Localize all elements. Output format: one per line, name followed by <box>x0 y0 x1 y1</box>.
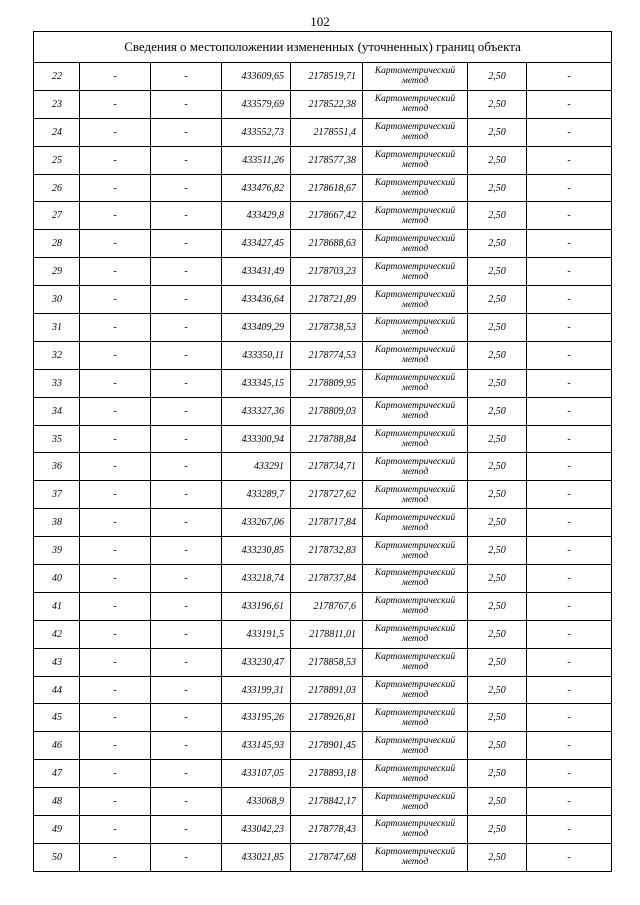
existing-y-cell: - <box>151 648 222 676</box>
method-cell: Картометрический метод <box>363 760 468 788</box>
existing-y-cell: - <box>151 732 222 760</box>
table-title: Сведения о местоположении измененных (уточненных) границ объекта <box>34 32 612 63</box>
y-coordinate-cell: 2178577,38 <box>291 146 363 174</box>
existing-y-cell: - <box>151 118 222 146</box>
y-coordinate-cell: 2178767,6 <box>291 592 363 620</box>
accuracy-cell: 2,50 <box>468 537 527 565</box>
existing-y-cell: - <box>151 425 222 453</box>
x-coordinate-cell: 433042,23 <box>222 816 291 844</box>
point-number-cell: 42 <box>34 620 80 648</box>
accuracy-cell: 2,50 <box>468 202 527 230</box>
table-row <box>34 537 612 565</box>
description-cell: - <box>527 816 612 844</box>
point-number-cell: 35 <box>34 425 80 453</box>
y-coordinate-cell: 2178734,71 <box>291 453 363 481</box>
x-coordinate-cell: 433195,26 <box>222 704 291 732</box>
y-coordinate-cell: 2178737,84 <box>291 565 363 593</box>
existing-y-cell: - <box>151 90 222 118</box>
method-cell: Картометрический метод <box>363 146 468 174</box>
point-number-cell: 48 <box>34 788 80 816</box>
description-cell: - <box>527 704 612 732</box>
existing-x-cell: - <box>80 676 151 704</box>
y-coordinate-cell: 2178688,63 <box>291 230 363 258</box>
accuracy-cell: 2,50 <box>468 843 527 871</box>
existing-y-cell: - <box>151 258 222 286</box>
existing-y-cell: - <box>151 843 222 871</box>
method-cell: Картометрический метод <box>363 509 468 537</box>
accuracy-cell: 2,50 <box>468 90 527 118</box>
accuracy-cell: 2,50 <box>468 314 527 342</box>
x-coordinate-cell: 433429,8 <box>222 202 291 230</box>
existing-x-cell: - <box>80 425 151 453</box>
x-coordinate-cell: 433579,69 <box>222 90 291 118</box>
table-row <box>34 565 612 593</box>
x-coordinate-cell: 433552,73 <box>222 118 291 146</box>
existing-y-cell: - <box>151 286 222 314</box>
x-coordinate-cell: 433427,45 <box>222 230 291 258</box>
y-coordinate-cell: 2178778,43 <box>291 816 363 844</box>
x-coordinate-cell: 433511,26 <box>222 146 291 174</box>
y-coordinate-cell: 2178717,84 <box>291 509 363 537</box>
table-row <box>34 314 612 342</box>
existing-y-cell: - <box>151 230 222 258</box>
existing-x-cell: - <box>80 648 151 676</box>
table-row <box>34 286 612 314</box>
point-number-cell: 39 <box>34 537 80 565</box>
y-coordinate-cell: 2178667,42 <box>291 202 363 230</box>
y-coordinate-cell: 2178891,03 <box>291 676 363 704</box>
y-coordinate-cell: 2178732,83 <box>291 537 363 565</box>
description-cell: - <box>527 676 612 704</box>
x-coordinate-cell: 433267,06 <box>222 509 291 537</box>
existing-y-cell: - <box>151 816 222 844</box>
point-number-cell: 45 <box>34 704 80 732</box>
table-row <box>34 760 612 788</box>
description-cell: - <box>527 146 612 174</box>
y-coordinate-cell: 2178811,01 <box>291 620 363 648</box>
y-coordinate-cell: 2178858,53 <box>291 648 363 676</box>
y-coordinate-cell: 2178788,84 <box>291 425 363 453</box>
x-coordinate-cell: 433436,64 <box>222 286 291 314</box>
point-number-cell: 44 <box>34 676 80 704</box>
existing-y-cell: - <box>151 620 222 648</box>
existing-y-cell: - <box>151 565 222 593</box>
x-coordinate-cell: 433218,74 <box>222 565 291 593</box>
table-row <box>34 341 612 369</box>
table-row <box>34 676 612 704</box>
method-cell: Картометрический метод <box>363 537 468 565</box>
x-coordinate-cell: 433300,94 <box>222 425 291 453</box>
description-cell: - <box>527 341 612 369</box>
y-coordinate-cell: 2178727,62 <box>291 481 363 509</box>
existing-x-cell: - <box>80 788 151 816</box>
table-row <box>34 843 612 871</box>
point-number-cell: 30 <box>34 286 80 314</box>
point-number-cell: 50 <box>34 843 80 871</box>
existing-y-cell: - <box>151 676 222 704</box>
x-coordinate-cell: 433609,65 <box>222 63 291 91</box>
table-row <box>34 648 612 676</box>
point-number-cell: 32 <box>34 341 80 369</box>
existing-y-cell: - <box>151 788 222 816</box>
description-cell: - <box>527 397 612 425</box>
existing-x-cell: - <box>80 592 151 620</box>
existing-x-cell: - <box>80 704 151 732</box>
accuracy-cell: 2,50 <box>468 732 527 760</box>
y-coordinate-cell: 2178618,67 <box>291 174 363 202</box>
description-cell: - <box>527 230 612 258</box>
existing-x-cell: - <box>80 760 151 788</box>
point-number-cell: 46 <box>34 732 80 760</box>
description-cell: - <box>527 369 612 397</box>
point-number-cell: 40 <box>34 565 80 593</box>
x-coordinate-cell: 433291 <box>222 453 291 481</box>
y-coordinate-cell: 2178926,81 <box>291 704 363 732</box>
point-number-cell: 28 <box>34 230 80 258</box>
existing-y-cell: - <box>151 314 222 342</box>
method-cell: Картометрический метод <box>363 369 468 397</box>
existing-y-cell: - <box>151 592 222 620</box>
point-number-cell: 29 <box>34 258 80 286</box>
table-row <box>34 90 612 118</box>
x-coordinate-cell: 433021,85 <box>222 843 291 871</box>
y-coordinate-cell: 2178809,03 <box>291 397 363 425</box>
existing-x-cell: - <box>80 118 151 146</box>
description-cell: - <box>527 760 612 788</box>
existing-x-cell: - <box>80 341 151 369</box>
method-cell: Картометрический метод <box>363 676 468 704</box>
point-number-cell: 25 <box>34 146 80 174</box>
accuracy-cell: 2,50 <box>468 118 527 146</box>
method-cell: Картометрический метод <box>363 425 468 453</box>
method-cell: Картометрический метод <box>363 843 468 871</box>
y-coordinate-cell: 2178809,95 <box>291 369 363 397</box>
accuracy-cell: 2,50 <box>468 63 527 91</box>
existing-y-cell: - <box>151 704 222 732</box>
method-cell: Картометрический метод <box>363 202 468 230</box>
existing-x-cell: - <box>80 90 151 118</box>
existing-x-cell: - <box>80 63 151 91</box>
point-number-cell: 49 <box>34 816 80 844</box>
description-cell: - <box>527 509 612 537</box>
description-cell: - <box>527 537 612 565</box>
point-number-cell: 31 <box>34 314 80 342</box>
x-coordinate-cell: 433191,5 <box>222 620 291 648</box>
x-coordinate-cell: 433431,49 <box>222 258 291 286</box>
existing-x-cell: - <box>80 314 151 342</box>
accuracy-cell: 2,50 <box>468 453 527 481</box>
method-cell: Картометрический метод <box>363 620 468 648</box>
existing-y-cell: - <box>151 174 222 202</box>
point-number-cell: 22 <box>34 63 80 91</box>
existing-x-cell: - <box>80 509 151 537</box>
y-coordinate-cell: 2178519,71 <box>291 63 363 91</box>
existing-y-cell: - <box>151 397 222 425</box>
description-cell: - <box>527 314 612 342</box>
description-cell: - <box>527 648 612 676</box>
x-coordinate-cell: 433107,05 <box>222 760 291 788</box>
point-number-cell: 33 <box>34 369 80 397</box>
y-coordinate-cell: 2178842,17 <box>291 788 363 816</box>
method-cell: Картометрический метод <box>363 286 468 314</box>
point-number-cell: 26 <box>34 174 80 202</box>
boundary-coordinates-table <box>33 31 612 872</box>
existing-x-cell: - <box>80 369 151 397</box>
x-coordinate-cell: 433199,31 <box>222 676 291 704</box>
method-cell: Картометрический метод <box>363 592 468 620</box>
table-row <box>34 481 612 509</box>
existing-y-cell: - <box>151 369 222 397</box>
description-cell: - <box>527 90 612 118</box>
table-row <box>34 509 612 537</box>
existing-x-cell: - <box>80 732 151 760</box>
accuracy-cell: 2,50 <box>468 760 527 788</box>
existing-x-cell: - <box>80 397 151 425</box>
accuracy-cell: 2,50 <box>468 592 527 620</box>
method-cell: Картометрический метод <box>363 90 468 118</box>
description-cell: - <box>527 174 612 202</box>
existing-x-cell: - <box>80 146 151 174</box>
y-coordinate-cell: 2178893,18 <box>291 760 363 788</box>
method-cell: Картометрический метод <box>363 174 468 202</box>
description-cell: - <box>527 565 612 593</box>
method-cell: Картометрический метод <box>363 341 468 369</box>
point-number-cell: 27 <box>34 202 80 230</box>
table-row <box>34 174 612 202</box>
existing-x-cell: - <box>80 286 151 314</box>
existing-y-cell: - <box>151 453 222 481</box>
x-coordinate-cell: 433409,29 <box>222 314 291 342</box>
x-coordinate-cell: 433345,15 <box>222 369 291 397</box>
table-row <box>34 620 612 648</box>
table-row <box>34 146 612 174</box>
y-coordinate-cell: 2178747,68 <box>291 843 363 871</box>
description-cell: - <box>527 788 612 816</box>
accuracy-cell: 2,50 <box>468 648 527 676</box>
description-cell: - <box>527 732 612 760</box>
existing-y-cell: - <box>151 146 222 174</box>
existing-x-cell: - <box>80 453 151 481</box>
table-row <box>34 453 612 481</box>
x-coordinate-cell: 433350,11 <box>222 341 291 369</box>
method-cell: Картометрический метод <box>363 732 468 760</box>
x-coordinate-cell: 433289,7 <box>222 481 291 509</box>
accuracy-cell: 2,50 <box>468 816 527 844</box>
accuracy-cell: 2,50 <box>468 676 527 704</box>
method-cell: Картометрический метод <box>363 397 468 425</box>
y-coordinate-cell: 2178738,53 <box>291 314 363 342</box>
y-coordinate-cell: 2178703,23 <box>291 258 363 286</box>
y-coordinate-cell: 2178774,53 <box>291 341 363 369</box>
accuracy-cell: 2,50 <box>468 509 527 537</box>
x-coordinate-cell: 433476,82 <box>222 174 291 202</box>
description-cell: - <box>527 592 612 620</box>
point-number-cell: 38 <box>34 509 80 537</box>
accuracy-cell: 2,50 <box>468 230 527 258</box>
existing-y-cell: - <box>151 509 222 537</box>
y-coordinate-cell: 2178522,38 <box>291 90 363 118</box>
existing-x-cell: - <box>80 174 151 202</box>
accuracy-cell: 2,50 <box>468 146 527 174</box>
accuracy-cell: 2,50 <box>468 425 527 453</box>
table-row <box>34 369 612 397</box>
table-row <box>34 397 612 425</box>
table-row <box>34 425 612 453</box>
method-cell: Картометрический метод <box>363 453 468 481</box>
method-cell: Картометрический метод <box>363 118 468 146</box>
existing-y-cell: - <box>151 202 222 230</box>
existing-x-cell: - <box>80 620 151 648</box>
x-coordinate-cell: 433230,47 <box>222 648 291 676</box>
table-body <box>34 63 612 872</box>
existing-x-cell: - <box>80 258 151 286</box>
accuracy-cell: 2,50 <box>468 788 527 816</box>
method-cell: Картометрический метод <box>363 704 468 732</box>
table-row <box>34 816 612 844</box>
accuracy-cell: 2,50 <box>468 341 527 369</box>
point-number-cell: 34 <box>34 397 80 425</box>
description-cell: - <box>527 425 612 453</box>
method-cell: Картометрический метод <box>363 258 468 286</box>
description-cell: - <box>527 843 612 871</box>
description-cell: - <box>527 481 612 509</box>
method-cell: Картометрический метод <box>363 816 468 844</box>
existing-x-cell: - <box>80 202 151 230</box>
accuracy-cell: 2,50 <box>468 397 527 425</box>
table-row <box>34 63 612 91</box>
existing-y-cell: - <box>151 341 222 369</box>
table-row <box>34 732 612 760</box>
point-number-cell: 23 <box>34 90 80 118</box>
existing-x-cell: - <box>80 537 151 565</box>
accuracy-cell: 2,50 <box>468 369 527 397</box>
accuracy-cell: 2,50 <box>468 258 527 286</box>
method-cell: Картометрический метод <box>363 788 468 816</box>
description-cell: - <box>527 620 612 648</box>
x-coordinate-cell: 433230,85 <box>222 537 291 565</box>
existing-y-cell: - <box>151 537 222 565</box>
table-row <box>34 258 612 286</box>
description-cell: - <box>527 258 612 286</box>
point-number-cell: 24 <box>34 118 80 146</box>
accuracy-cell: 2,50 <box>468 565 527 593</box>
point-number-cell: 36 <box>34 453 80 481</box>
existing-x-cell: - <box>80 230 151 258</box>
table-row <box>34 202 612 230</box>
description-cell: - <box>527 453 612 481</box>
point-number-cell: 41 <box>34 592 80 620</box>
existing-x-cell: - <box>80 481 151 509</box>
point-number-cell: 43 <box>34 648 80 676</box>
existing-y-cell: - <box>151 63 222 91</box>
table-row <box>34 592 612 620</box>
x-coordinate-cell: 433145,93 <box>222 732 291 760</box>
accuracy-cell: 2,50 <box>468 174 527 202</box>
table-row <box>34 704 612 732</box>
table-row <box>34 788 612 816</box>
method-cell: Картометрический метод <box>363 481 468 509</box>
accuracy-cell: 2,50 <box>468 620 527 648</box>
description-cell: - <box>527 63 612 91</box>
point-number-cell: 37 <box>34 481 80 509</box>
table-row <box>34 118 612 146</box>
description-cell: - <box>527 202 612 230</box>
description-cell: - <box>527 118 612 146</box>
table-title-row <box>34 32 612 63</box>
existing-x-cell: - <box>80 816 151 844</box>
x-coordinate-cell: 433327,36 <box>222 397 291 425</box>
existing-x-cell: - <box>80 565 151 593</box>
method-cell: Картометрический метод <box>363 648 468 676</box>
x-coordinate-cell: 433196,61 <box>222 592 291 620</box>
x-coordinate-cell: 433068,9 <box>222 788 291 816</box>
table-row <box>34 230 612 258</box>
method-cell: Картометрический метод <box>363 565 468 593</box>
method-cell: Картометрический метод <box>363 63 468 91</box>
accuracy-cell: 2,50 <box>468 481 527 509</box>
point-number-cell: 47 <box>34 760 80 788</box>
existing-x-cell: - <box>80 843 151 871</box>
y-coordinate-cell: 2178721,89 <box>291 286 363 314</box>
description-cell: - <box>527 286 612 314</box>
y-coordinate-cell: 2178901,45 <box>291 732 363 760</box>
existing-y-cell: - <box>151 481 222 509</box>
y-coordinate-cell: 2178551,4 <box>291 118 363 146</box>
method-cell: Картометрический метод <box>363 230 468 258</box>
page-number: 102 <box>310 14 330 29</box>
method-cell: Картометрический метод <box>363 314 468 342</box>
existing-y-cell: - <box>151 760 222 788</box>
accuracy-cell: 2,50 <box>468 704 527 732</box>
accuracy-cell: 2,50 <box>468 286 527 314</box>
